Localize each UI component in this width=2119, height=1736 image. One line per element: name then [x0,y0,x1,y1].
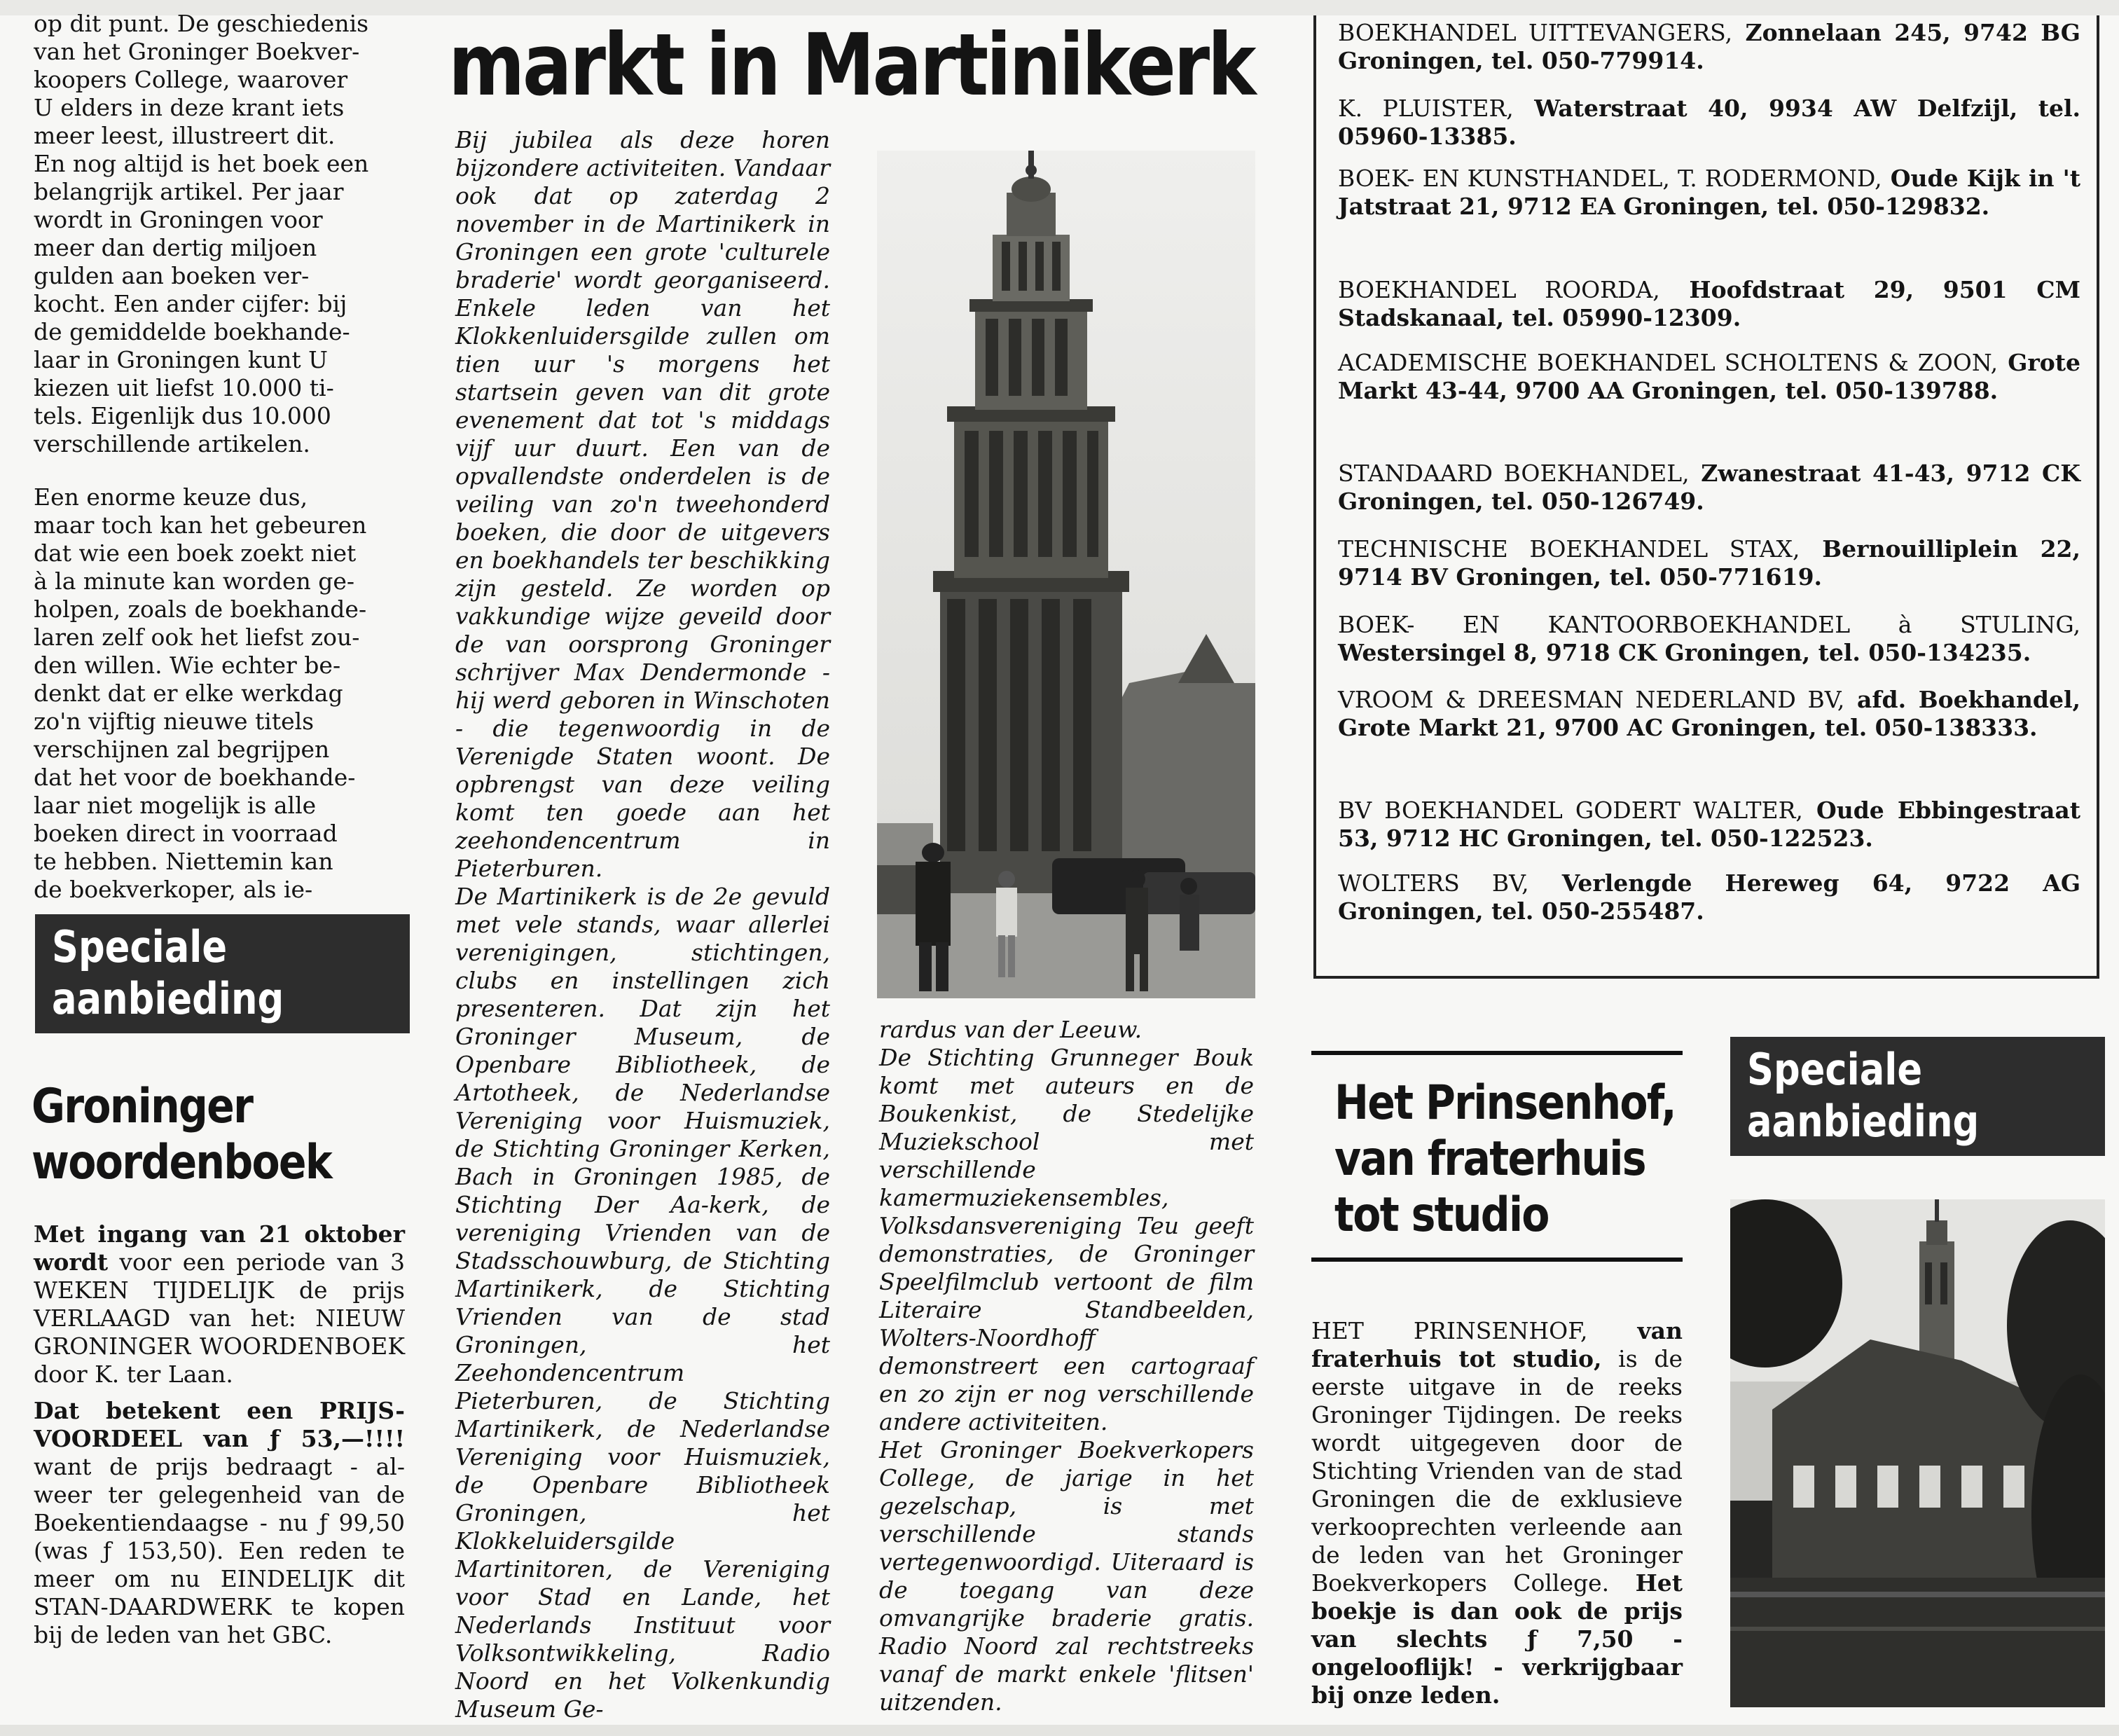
heading-line: Groninger [32,1079,253,1134]
bookshop-entry [1338,535,2080,591]
bookshop-name: BOEKHANDEL UITTEVANGERS, [1338,19,1733,46]
bookshop-name: BOEK- EN KUNSTHANDEL, T. RODERMOND, [1338,165,1882,192]
column-braderie-continued [879,1016,1254,1716]
bookshop-address: Hoofdstraat 29, 9501 CM Stadskanaal, tel. 05990-12309. [1338,276,2080,331]
prinsenhof-heading [1334,1075,1685,1244]
article-line: meer leest, illustreert dit. [34,122,336,149]
bookshop-entry [1338,797,2080,853]
article-line: koopers College, waarover [34,66,348,93]
martinitoren-photo [877,151,1255,998]
bookshop-name: TECHNISCHE BOEKHANDEL STAX, [1338,535,1800,563]
article-line: holpen, zoals de boekhande- [34,595,367,623]
article-line: kiezen uit liefst 10.000 ti- [34,374,334,401]
heading-rule-top [1311,1051,1683,1055]
article-paragraph: De Martinikerk is de 2e gevuld met vele stands, waar allerlei verenigingen, stichtingen, clubs en instellingen zich presenteren. Dat zijn het Groninger Museum, de Openbare Bibliotheek, de Artotheek, de Nederlandse Vereniging voor Huismuziek, de Stichting Groninger Kerken, Bach in Groningen 1985, de Stichting Der Aa-kerk, de vereniging Vrienden van de Stadsschouwburg, de Stichting Martinikerk, de Stichting Vrienden van de stad Groningen, het Zeehondencentrum Pieterburen, de Stichting Martinikerk, de Nederlandse Vereniging voor Huismuziek, de Openbare Bibliotheek Groningen, het Klokkeluidersgilde Martinitoren, de Vereniging voor Stad en Lande, het Nederlands Instituut voor Volksontwikkeling, Radio Noord en het Volkenkundig Museum Ge- [455,883,830,1723]
article-line: denkt dat er elke werkdag [34,680,343,707]
bookshop-entry [1338,686,2080,742]
article-paragraph: Het Groninger Boekverkopers College, de jarige in het gezelschap, is met verschillende stands vertegenwoordigd. Uiteraard is de toegang van deze omvangrijke braderie gratis. Radio Noord zal rechtstreeks vanaf de markt enkele 'flitsen' uitzenden. [879,1436,1254,1716]
article-line: van het Groninger Boekver- [34,38,360,65]
page-headline: markt in Martinikerk [448,15,1255,115]
bookshop-address: afd. Boekhandel, Grote Markt 21, 9700 AC Groningen, tel. 050-138333. [1338,686,2080,741]
banner-line: aanbieding [52,973,284,1024]
bookshop-entry [1338,95,2080,151]
article-line: te hebben. Niettemin kan [34,848,333,875]
article-line: wordt in Groningen voor [34,206,323,233]
article-line: gulden aan boeken ver- [34,262,310,289]
article-paragraph: Bij jubilea als deze horen bijzondere activiteiten. Vandaar ook dat op zaterdag 2 november in de Martinikerk in Groningen een grote 'culturele braderie' wordt georganiseerd. Enkele leden van het Klokkenluidersgilde zullen om tien uur 's morgens het startsein geven van dit grote evenement dat tot 's middags vijf uur duurt. Een van de opvallendste onderdelen is de veiling van zo'n tweehonderd boeken, die door de uitgevers en boekhandels ter beschikking zijn gesteld. Ze worden op vakkundige wijze geveild door de van oorsprong Groninger schrijver Max Dendermonde - hij werd geboren in Winschoten - die tegenwoordig in de Verenigde Staten woont. De opbrengst van deze veiling komt ten goede aan het zeehondencentrum in Pieterburen. [455,126,830,882]
article-line: En nog altijd is het boek een [34,150,369,177]
heading-line: van fraterhuis [1334,1131,1645,1187]
article-line: maar toch kan het gebeuren [34,511,367,539]
bookshop-entry [1338,276,2080,332]
offer-bold: Dat betekent een PRIJS-VOORDEEL van ƒ 53,—!!!! [34,1397,405,1452]
bookshop-entry [1338,460,2080,516]
bookshop-address: Oude Ebbingestraat 53, 9712 HC Groningen, tel. 050-122523. [1338,797,2080,852]
bookshop-address: Bernouilliplein 22, 9714 BV Groningen, tel. 050-771619. [1338,535,2080,591]
bookshop-name: K. PLUISTER, [1338,95,1514,122]
bookshop-address: Verlengde Hereweg 64, 9722 AG Groningen, tel. 050-255487. [1338,869,2080,925]
article-paragraph: rardus van der Leeuw. [879,1016,1143,1043]
woordenboek-offer-text [34,1220,405,1649]
offer-paragraph [34,1220,405,1389]
article-line: belangrijk artikel. Per jaar [34,178,344,205]
offer-text: voor een periode van 3 WEKEN TIJDELIJK de prijs VERLAAGD van het: NIEUW GRONINGER WOORDENBOEK door K. ter Laan. [34,1248,405,1388]
page-bottom-edge [0,1725,2119,1736]
bookshop-address: Zwanestraat 41-43, 9712 CK Groningen, tel. 050-126749. [1338,460,2080,515]
article-paragraph: De Stichting Grunneger Bouk komt met auteurs en de Boukenkist, de Stedelijke Muziekschool met verschillende kamermuziekensembles, Volksdansvereniging Teu geeft demonstraties, de Groninger Speelfilmclub vertoont de film Literaire Standbeelden, Wolters-Noordhoff demonstreert een cartograaf en zo zijn er nog verschillende andere activiteiten. [879,1044,1254,1435]
text-bold: van fraterhuis tot studio, [1311,1317,1683,1372]
article-paragraph [1311,1317,1683,1709]
article-line: boeken direct in voorraad [34,820,338,847]
bookshop-entry [1338,869,2080,925]
article-line: zo'n vijftig nieuwe titels [34,708,315,735]
prinsenhof-text [1311,1317,1683,1709]
text-bold: Het boekje is dan ook de prijs van slechts ƒ 7,50 - ongelooflijk! - verkrijgbaar bij onze leden. [1311,1569,1683,1709]
article-line: laar in Groningen kunt U [34,346,328,373]
bookshop-address: Waterstraat 40, 9934 AW Delfzijl, tel. 05960-13385. [1338,95,2080,150]
article-paragraph [34,483,405,904]
offer-bold: Met ingang van 21 oktober wordt [34,1220,405,1276]
offer-text: want de prijs bedraagt - al-weer ter gelegenheid van de Boekentiendaagse - nu ƒ 99,50 (was ƒ 153,50). Een reden te meer om nu EINDELIJK dit STAN-DAARDWERK te kopen bij de leden van het GBC. [34,1453,405,1648]
article-line: op dit punt. De geschiedenis [34,10,369,37]
article-line: laar niet mogelijk is alle [34,792,317,819]
bookshop-name: BV BOEKHANDEL GODERT WALTER, [1338,797,1803,824]
article-line: U elders in deze krant iets [34,94,345,121]
heading-line: woordenboek [32,1135,332,1190]
banner-line: Speciale [52,921,228,972]
article-line: laren zelf ook het liefst zou- [34,624,360,651]
banner-line: aanbieding [1747,1096,1980,1147]
article-line: dat wie een boek zoekt niet [34,539,357,567]
bookshop-name: VROOM & DREESMAN NEDERLAND BV, [1338,686,1845,713]
article-paragraph [34,10,405,458]
bookshop-name: ACADEMISCHE BOEKHANDEL SCHOLTENS & ZOON, [1338,349,1999,376]
bookshop-address: Zonnelaan 245, 9742 BG Groningen, tel. 050-779914. [1338,19,2080,74]
banner-line: Speciale [1747,1044,1923,1095]
prinsenhof-photo [1730,1199,2105,1707]
article-line: Een enorme keuze dus, [34,483,308,511]
article-line: kocht. Een ander cijfer: bij [34,290,347,317]
article-line: de gemiddelde boekhande- [34,318,350,345]
bookshop-address: Oude Kijk in 't Jatstraat 21, 9712 EA Groningen, tel. 050-129832. [1338,165,2080,220]
special-offer-banner-right [1730,1037,2105,1156]
article-line: verschillende artikelen. [34,430,310,457]
bookshop-entry [1338,19,2080,75]
article-line: à la minute kan worden ge- [34,567,355,595]
woordenboek-heading [32,1079,410,1191]
article-line: de boekverkoper, als ie- [34,876,313,903]
bookshop-name: STANDAARD BOEKHANDEL, [1338,460,1690,487]
bookshop-entry [1338,611,2080,667]
article-line: dat het voor de boekhande- [34,764,356,791]
bookshop-entry [1338,349,2080,405]
text-run: is de eerste uitgave in de reeks Groninger Tijdingen. De reeks wordt uitgegeven door de Stichting Vrienden van de stad Groningen die de exklusieve verkooprechten verleende aan de leden van het Groninger Boekverkopers College. [1311,1345,1683,1597]
bookshop-name: BOEKHANDEL ROORDA, [1338,276,1660,303]
text-run: HET PRINSENHOF, [1311,1317,1638,1344]
bookshop-name: WOLTERS BV, [1338,869,1529,897]
article-line: meer dan dertig miljoen [34,234,317,261]
bookshop-entry [1338,165,2080,221]
column-braderie-article [455,126,830,1723]
bookshop-address: Westersingel 8, 9718 CK Groningen, tel. 050-134235. [1338,639,2031,666]
article-line: tels. Eigenlijk dus 10.000 [34,402,331,429]
heading-line: Het Prinsenhof, [1334,1075,1676,1131]
bookshop-name: BOEK- EN KANTOORBOEKHANDEL à STULING, [1338,611,2080,638]
offer-paragraph [34,1397,405,1649]
column-left-article [34,10,405,904]
special-offer-banner-left [35,914,410,1033]
article-line: den willen. Wie echter be- [34,652,341,679]
heading-rule-bottom [1311,1258,1683,1262]
bookshop-address: Grote Markt 43-44, 9700 AA Groningen, tel. 050-139788. [1338,349,2081,404]
heading-line: tot studio [1334,1187,1549,1243]
article-line: verschijnen zal begrijpen [34,736,330,763]
